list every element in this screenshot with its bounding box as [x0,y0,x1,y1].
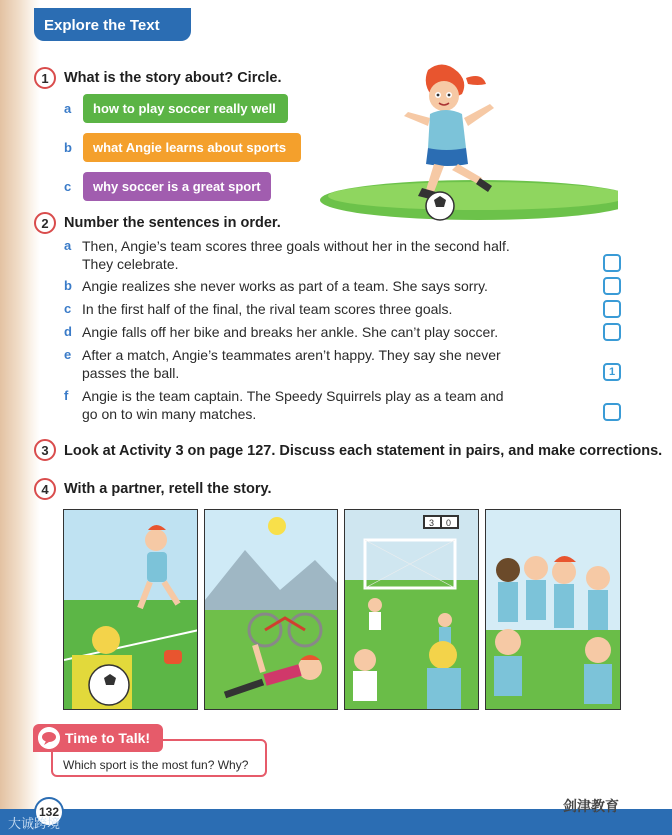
question-4-text: With a partner, retell the story. [64,481,272,497]
sentence-f-text [82,387,504,423]
sentence-f-line-2: go on to win many matches. [82,406,257,422]
sentence-f-answer-box[interactable] [603,403,621,421]
sentence-f-letter: f [64,388,69,403]
sentence-a-line-2: They celebrate. [82,256,179,272]
time-to-talk-prompt: Which sport is the most fun? Why? [63,758,249,772]
story-panel-1 [63,509,198,710]
story-panel-4 [485,509,621,710]
scoreboard-away: 0 [446,518,452,528]
option-b-letter: b [64,140,72,155]
option-c-label: why soccer is a great sport [93,179,261,194]
question-2-number: 2 [34,212,56,234]
watermark-right: 剑津教育 [563,798,619,814]
speech-bubble-icon [38,727,60,749]
sentence-f-line-1: Angie is the team captain. The Speedy Squirrels play as a team and [82,388,504,404]
sentence-d-answer-box[interactable] [603,323,621,341]
option-b-label: what Angie learns about sports [93,140,287,155]
question-1-text: What is the story about? Circle. [64,70,282,86]
sentence-a-letter: a [64,238,72,253]
time-to-talk-title: Time to Talk! [65,730,151,746]
page-edge-decoration [0,0,40,835]
option-c-pill[interactable] [83,172,271,201]
story-panel-2 [204,509,338,710]
option-b-pill[interactable] [83,133,301,162]
sentence-d-letter: d [64,324,72,339]
option-a-label: how to play soccer really well [93,101,276,116]
sentence-d-text: Angie falls off her bike and breaks her ankle. She can’t play soccer. [82,324,499,340]
sentence-e-answer-box[interactable]: 1 [603,363,621,381]
scoreboard-home: 3 [429,518,435,528]
sentence-b-text: Angie realizes she never works as part of a team. She says sorry. [82,278,488,294]
sentence-a-answer-box[interactable] [603,254,621,272]
panel-4-scene [486,510,621,710]
option-a-letter: a [64,101,72,116]
sentence-e-line-2: passes the ball. [82,365,180,381]
story-panel-3 [344,509,479,710]
sentence-a-text [82,237,510,273]
question-3-number: 3 [34,439,56,461]
sentence-c-text: In the first half of the final, the rival team scores three goals. [82,301,453,317]
watermark-left: 大诚跨境 [8,816,61,831]
soccer-girl-illustration [318,60,618,225]
panel-3-scene [345,510,479,710]
question-4-number: 4 [34,478,56,500]
sentence-b-letter: b [64,278,72,293]
sentence-b-answer-box[interactable] [603,277,621,295]
page-number: 132 [34,797,64,827]
panel-1-scene [64,510,198,710]
section-header [34,8,191,41]
question-2-text: Number the sentences in order. [64,215,281,231]
question-1-number: 1 [34,67,56,89]
sentence-e-line-1: After a match, Angie’s teammates aren’t happy. They say she never [82,347,501,363]
option-c-letter: c [64,179,72,194]
question-3-text: Look at Activity 3 on page 127. Discuss each statement in pairs, and make corrections. [64,443,663,459]
section-title: Explore the Text [44,17,160,34]
sentence-e-text [82,346,501,382]
panel-2-scene [205,510,338,710]
time-to-talk-header [33,724,163,752]
option-a-pill[interactable] [83,94,288,123]
sentence-a-line-1: Then, Angie’s team scores three goals without her in the second half. [82,238,510,254]
sentence-c-answer-box[interactable] [603,300,621,318]
sentence-c-letter: c [64,301,72,316]
sentence-e-letter: e [64,347,72,362]
